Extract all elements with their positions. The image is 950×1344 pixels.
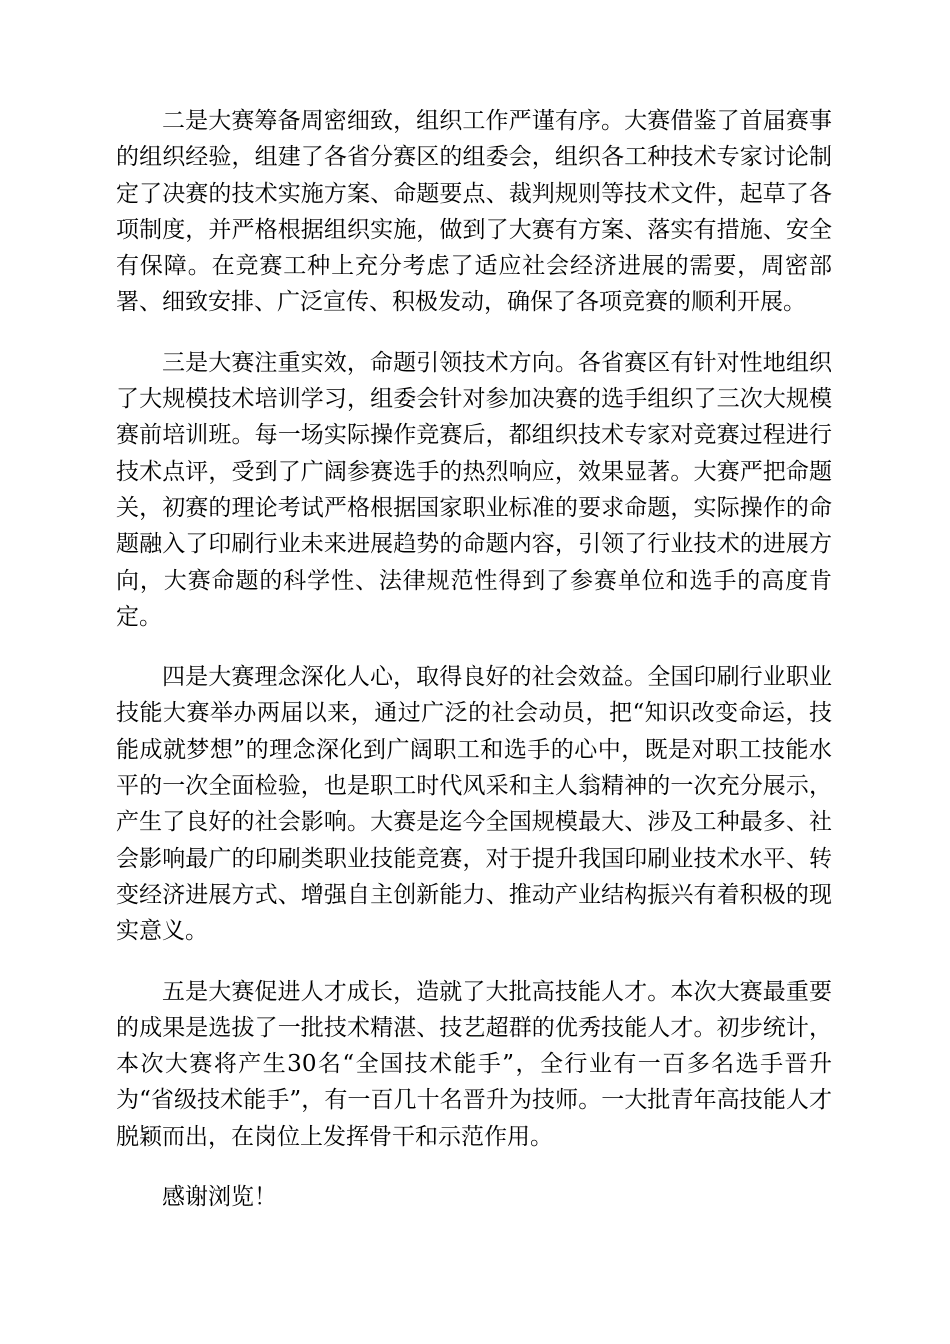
paragraph-4: 四是大赛理念深化人心，取得良好的社会效益。全国印刷行业职业技能大赛举办两届以来，通过广泛的社会动员，把“知识改变命运，技能成就梦想”的理念深化到广阔职工和选手的心中，既是对职工技能水平的一次全面检验，也是职工时代风采和主人翁精神的一次充分展示，产生了良好的社会影响。大赛是迄今全国规模最大、涉及工种最多、社会影响最广的印刷类职业技能竞赛，对于提升我国印刷业技术水平、转变经济进展方式、增强自主创新能力、推动产业结构振兴有着积极的现实意义。	[116, 664, 832, 945]
paragraph-2: 二是大赛筹备周密细致，组织工作严谨有序。大赛借鉴了首届赛事的组织经验，组建了各省分赛区的组委会，组织各工种技术专家讨论制定了决赛的技术实施方案、命题要点、裁判规则等技术文件，起草了各项制度，并严格根据组织实施，做到了大赛有方案、落实有措施、安全有保障。在竞赛工种上充分考虑了适应社会经济进展的需要，周密部署、细致安排、广泛宣传、积极发动，确保了各项竞赛的顺利开展。	[116, 108, 832, 316]
document-body	[116, 103, 832, 1239]
closing-line: 感谢浏览！	[162, 1184, 277, 1211]
paragraph-3: 三是大赛注重实效，命题引领技术方向。各省赛区有针对性地组织了大规模技术培训学习，组委会针对参加决赛的选手组织了三次大规模赛前培训班。每一场实际操作竞赛后，都组织技术专家对竞赛过程进行技术点评，受到了广阔参赛选手的热烈响应，效果显著。大赛严把命题关，初赛的理论考试严格根据国家职业标准的要求命题，实际操作的命题融入了印刷行业未来进展趋势的命题内容，引领了行业技术的进展方向，大赛命题的科学性、法律规范性得到了参赛单位和选手的高度肯定。	[116, 349, 832, 630]
paragraph-5: 五是大赛促进人才成长，造就了大批高技能人才。本次大赛最重要的成果是选拔了一批技术精湛、技艺超群的优秀技能人才。初步统计，本次大赛将产生30名“全国技术能手”，全行业有一百多名选手晋升为“省级技术能手”，有一百几十名晋升为技师。一大批青年高技能人才脱颖而出，在岗位上发挥骨干和示范作用。	[116, 978, 832, 1150]
